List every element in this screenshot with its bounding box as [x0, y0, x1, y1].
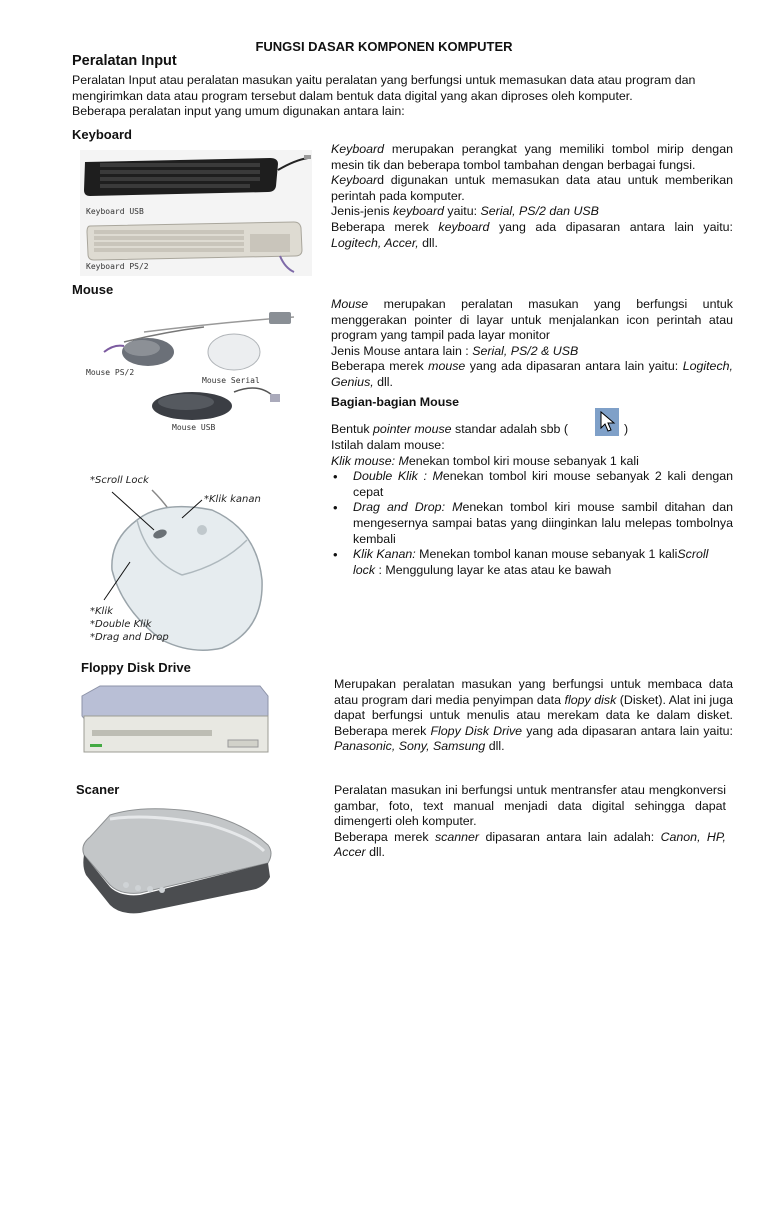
pointer-text-a: Bentuk — [331, 422, 374, 436]
double-click-term: Double Klik : M — [353, 469, 443, 484]
keyboard-term-b: Keyboar — [331, 173, 378, 188]
list-item — [331, 500, 733, 547]
label-double-klik: *Double Klik — [90, 619, 152, 630]
mouse-types-image — [84, 302, 312, 430]
section-heading-input: Peralatan Input — [72, 53, 177, 69]
label-scroll-lock: *Scroll Lock — [90, 475, 149, 486]
label-klik-kanan: *Klik kanan — [204, 494, 261, 505]
mouse-parts-diagram — [82, 470, 312, 655]
scanner-heading: Scaner — [76, 782, 120, 797]
scanner-desc: Peralatan masukan ini berfungsi untuk mentransfer atau mengkonversi gambar, foto, text manual menjadi data digital sehingga dapat dimengerti oleh komputer. — [334, 783, 726, 829]
mouse-brands-list: Logitech, Genius, — [331, 359, 733, 389]
pointer-text-c: ) — [624, 422, 629, 436]
floppy-desc-1: Merupakan peralatan masukan yang berfungsi untuk membaca data atau program dari media penyimpan data — [334, 677, 733, 707]
mouse-types-label: Jenis Mouse antara lain : — [331, 343, 473, 358]
intro-line-3: Beberapa peralatan input yang umum digunakan antara lain: — [72, 104, 405, 119]
mouse-types-list: Serial, PS/2 & USB — [472, 343, 579, 358]
scanner-brands-word: scanner — [434, 829, 480, 844]
label-drag-drop: *Drag and Drop — [90, 632, 169, 643]
keyboard-brands-end: dll. — [418, 235, 438, 250]
terms-label: Istilah dalam mouse: — [331, 438, 445, 452]
list-item — [331, 547, 733, 578]
intro-line-2: mengirimkan data atau program tersebut dalam bentuk data digital yang akan diproses oleh komputer. — [72, 88, 633, 103]
scanner-brands-mid: dipasaran antara lain adalah: — [479, 829, 661, 844]
intro-line-1: Peralatan Input atau peralatan masukan yaitu peralatan yang berfungsi untuk memasukan data atau program dan — [72, 73, 696, 87]
keyboard-brands-list: Logitech, Accer, — [331, 235, 419, 250]
click-desc: enekan tombol kiri mouse sebanyak 1 kali — [408, 453, 639, 468]
keyboard-image — [80, 150, 312, 276]
keyboard-desc-b: d digunakan untuk memasukan data atau untuk memberikan perintah pada komputer. — [331, 173, 733, 203]
mouse-parts-description — [331, 422, 733, 578]
scanner-brands-list: Canon, HP, Accer — [334, 829, 726, 860]
pointer-text-b: standar adalah sbb ( — [451, 422, 568, 436]
caption-mouse-serial: Mouse Serial — [202, 376, 260, 385]
floppy-desc-word: flopy disk — [564, 692, 617, 707]
drag-drop-desc: enekan tombol kiri mouse sambil ditahan dan mengesernya sampai batas yang diinginkan lalu melepas tombolnya kembali — [353, 500, 733, 546]
scanner-brands-end: dll. — [365, 845, 385, 860]
mouse-brands-word: mouse — [428, 359, 466, 374]
drag-drop-term: Drag and Drop: M — [353, 500, 463, 515]
right-click-desc: Menekan tombol kanan mouse sebanyak 1 kali — [415, 547, 678, 562]
floppy-desc-word2: Flopy Disk Drive — [430, 723, 523, 738]
keyboard-desc-a: merupakan perangkat yang memiliki tombol mirip dengan mesin tik dan beberapa tombol tambahan dengan berbagai fungsi. — [331, 142, 733, 172]
mouse-parts-heading: Bagian-bagian Mouse — [331, 395, 460, 409]
label-klik: *Klik — [90, 606, 113, 617]
keyboard-term: Keyboard — [331, 142, 385, 156]
keyboard-types-label: Jenis-jenis — [331, 204, 393, 219]
mouse-heading: Mouse — [72, 282, 114, 297]
floppy-drive-image — [80, 682, 270, 760]
floppy-description — [334, 677, 733, 755]
keyboard-brands-word: keyboard — [438, 219, 490, 234]
keyboard-types-list: Serial, PS/2 dan USB — [480, 204, 599, 219]
keyboard-description — [331, 142, 733, 251]
keyboard-brands-label: Beberapa merek — [331, 219, 439, 234]
double-click-desc: enekan tombol kiri mouse sebanyak 2 kali dengan cepat — [353, 469, 734, 499]
scanner-description — [334, 783, 726, 861]
mouse-description — [331, 297, 733, 391]
caption-mouse-ps2: Mouse PS/2 — [86, 368, 135, 377]
intro-paragraph — [72, 73, 734, 120]
click-term: Klik mouse: M — [331, 453, 409, 468]
mouse-brands-label: Beberapa merek — [331, 359, 429, 374]
keyboard-types-mid: yaitu: — [443, 204, 481, 219]
pointer-text-word: pointer mouse — [373, 422, 452, 436]
pointer-arrow-icon — [595, 408, 619, 436]
scroll-lock-term: Scroll lock — [353, 547, 709, 577]
keyboard-heading: Keyboard — [72, 127, 132, 142]
list-item — [331, 469, 733, 500]
caption-mouse-usb: Mouse USB — [172, 423, 216, 432]
floppy-desc-3: yang ada dipasaran antara lain yaitu: — [522, 723, 733, 738]
mouse-brands-end: dll. — [373, 374, 393, 389]
floppy-desc-2: (Disket). Alat ini juga dapat berfungsi untuk menulis atau merekam data ke dalam disket. Beberapa merek — [334, 692, 733, 738]
mouse-brands-mid: yang ada dipasaran antara lain yaitu: — [465, 359, 683, 374]
floppy-end: dll. — [485, 739, 505, 754]
keyboard-brands-mid: yang ada dipasaran antara lain yaitu: — [489, 219, 733, 234]
right-click-term: Klik Kanan: — [353, 547, 416, 562]
document-title: FUNGSI DASAR KOMPONEN KOMPUTER — [255, 39, 513, 54]
mouse-desc: merupakan peralatan masukan yang berfungsi untuk menggerakan pointer di layar untuk menjalankan icon perintah atau program yang tampil pada layar monitor — [331, 297, 733, 343]
caption-keyboard-usb: Keyboard USB — [86, 207, 144, 216]
scroll-lock-desc: : Menggulung layar ke atas atau ke bawah — [375, 562, 612, 577]
keyboard-types-word: keyboard — [392, 204, 444, 219]
floppy-heading: Floppy Disk Drive — [81, 660, 191, 675]
caption-keyboard-ps2: Keyboard PS/2 — [86, 262, 149, 271]
scanner-brands-label: Beberapa merek — [334, 829, 435, 844]
mouse-term: Mouse — [331, 297, 369, 311]
floppy-brands: Panasonic, Sony, Samsung — [334, 739, 486, 754]
scanner-image — [80, 805, 276, 915]
